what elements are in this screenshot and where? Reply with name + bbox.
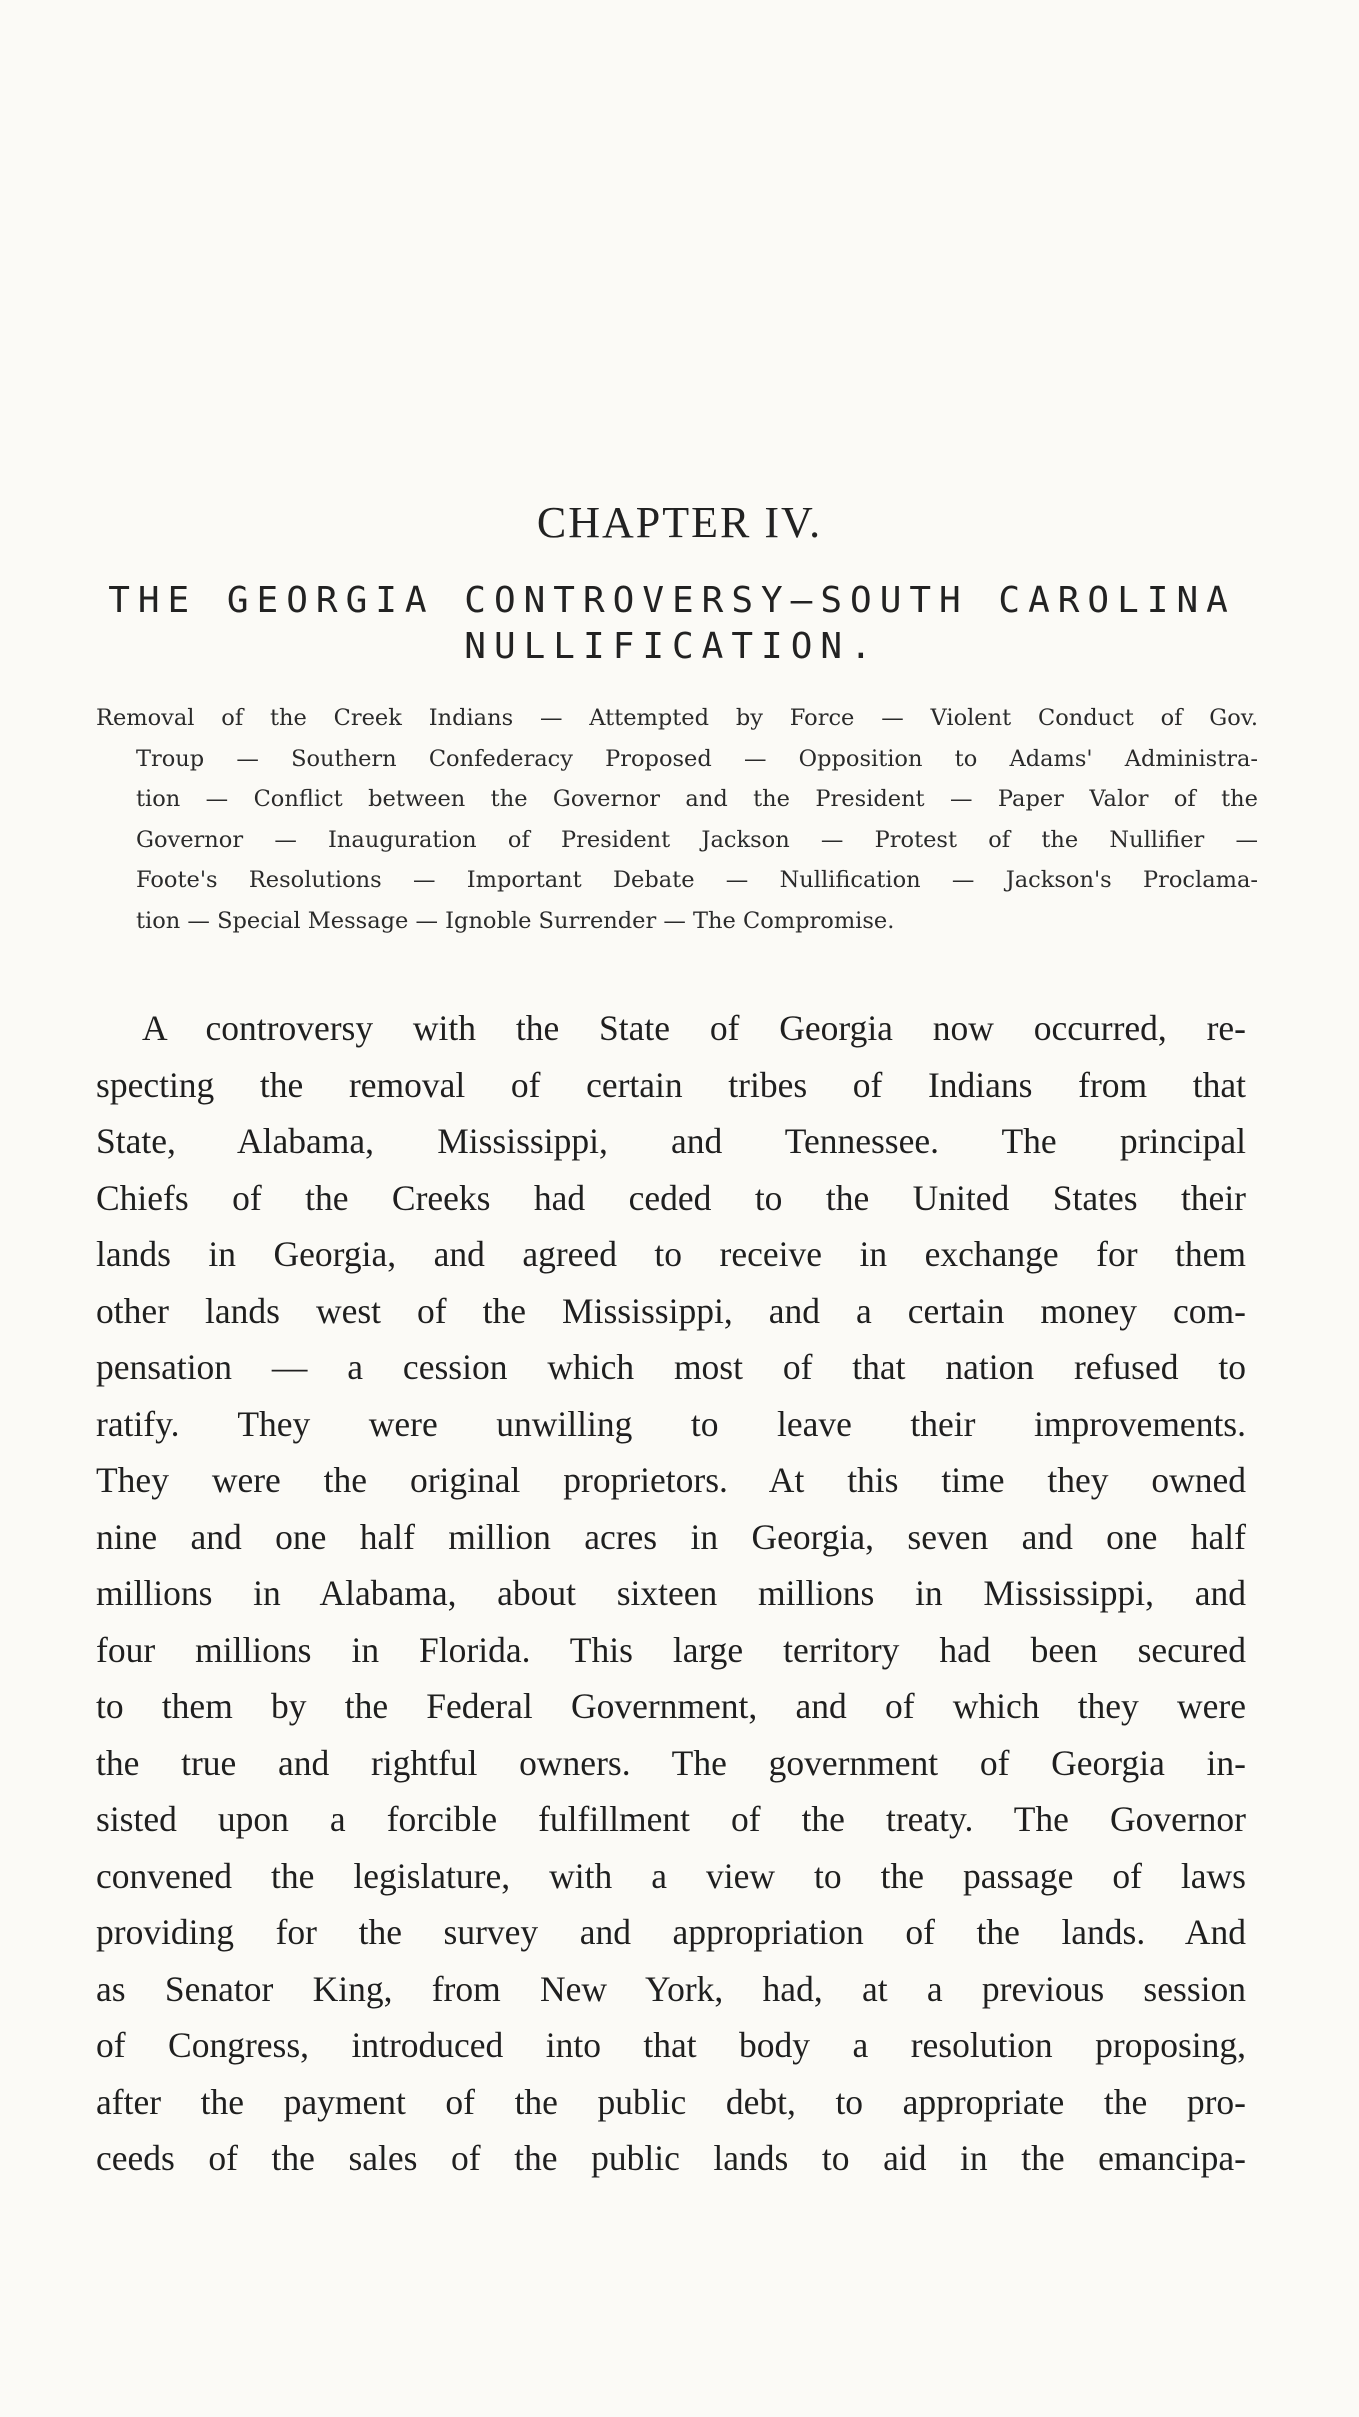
summary-line: tion — Conflict between the Governor and the President — Paper Valor of the: [136, 786, 1258, 812]
body-line: as Senator King, from New York, had, at a previous session: [96, 1968, 1246, 2009]
body-line: after the payment of the public debt, to appropriate the pro-: [96, 2081, 1246, 2122]
body-line: sisted upon a forcible fulfillment of the treaty. The Governor: [96, 1799, 1246, 1839]
body-line: ratify. They were unwilling to leave their improvements.: [96, 1403, 1246, 1444]
summary-line: tion — Special Message — Ignoble Surrender — The Compromise.: [136, 907, 895, 934]
body-line: State, Alabama, Mississippi, and Tennessee. The principal: [96, 1121, 1246, 1161]
summary-line: Removal of the Creek Indians — Attempted by Force — Violent Conduct of Gov.: [96, 705, 1258, 731]
body-line: convened the legislature, with a view to the passage of laws: [96, 1855, 1246, 1896]
summary-line: Troup — Southern Confederacy Proposed — Opposition to Adams' Administra-: [136, 745, 1258, 772]
body-paragraph: [96, 1000, 1246, 2187]
body-line: of Congress, introduced into that body a resolution proposing,: [96, 2025, 1246, 2065]
body-line: providing for the survey and appropriation of the lands. And: [96, 1912, 1246, 1952]
summary-line: Governor — Inauguration of President Jackson — Protest of the Nullifier —: [136, 826, 1258, 853]
body-line: millions in Alabama, about sixteen millions in Mississippi, and: [96, 1573, 1246, 1613]
body-line: specting the removal of certain tribes of Indians from that: [96, 1064, 1246, 1105]
chapter-title: [96, 578, 1248, 670]
body-line: the true and rightful owners. The government of Georgia in-: [96, 1742, 1246, 1783]
body-line: lands in Georgia, and agreed to receive in exchange for them: [96, 1234, 1246, 1274]
body-line: to them by the Federal Government, and of which they were: [96, 1686, 1246, 1726]
body-line: Chiefs of the Creeks had ceded to the United States their: [96, 1177, 1246, 1218]
chapter-title-line: THE GEORGIA CONTROVERSY—SOUTH CAROLINA: [108, 580, 1236, 621]
body-line: four millions in Florida. This large territory had been secured: [96, 1629, 1246, 1670]
chapter-summary: [96, 698, 1258, 941]
body-line: other lands west of the Mississippi, and a certain money com-: [96, 1290, 1246, 1331]
body-line: ceeds of the sales of the public lands to aid in the emancipa-: [96, 2138, 1246, 2178]
body-line: pensation — a cession which most of that nation refused to: [96, 1347, 1246, 1387]
body-line: They were the original proprietors. At this time they owned: [96, 1460, 1246, 1500]
chapter-title-line: NULLIFICATION.: [464, 626, 880, 667]
body-line: nine and one half million acres in Georgia, seven and one half: [96, 1516, 1246, 1557]
body-line: A controversy with the State of Georgia now occurred, re-: [142, 1008, 1246, 1048]
summary-line: Foote's Resolutions — Important Debate — Nullification — Jackson's Proclama-: [136, 867, 1258, 893]
chapter-number: CHAPTER IV.: [536, 498, 823, 547]
